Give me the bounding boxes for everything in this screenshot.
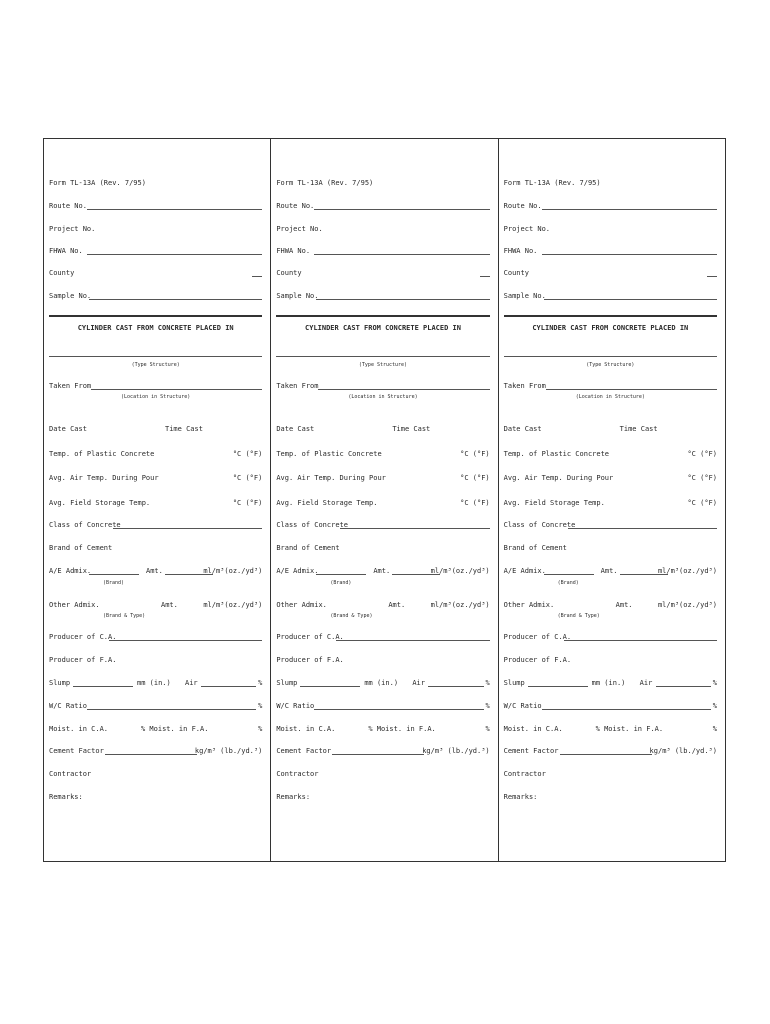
avg-air-label: Avg. Air Temp. During Pour: [503, 474, 614, 482]
avg-field-row[interactable]: [49, 499, 262, 508]
avg-field-unit: °C (°F): [687, 499, 717, 507]
taken-from-field[interactable]: [276, 382, 489, 391]
temp-plastic-row[interactable]: [276, 450, 489, 459]
moisture-row[interactable]: [276, 725, 489, 734]
cement-factor-unit: kg/m³ (lb./yd.³): [422, 747, 490, 755]
cement-factor-row[interactable]: [504, 747, 717, 756]
cement-factor-label: Cement Factor: [276, 747, 332, 755]
form-column-2: Form TL-13A (Rev. 7/95) Route No. Project No. FHWA No. County Sample No. CYLINDER CAST FROM CONCRETE PLACED IN (Type Structure) Taken From (Location in Structure) Date Cast Time Cast Temp. of Plastic Concrete °C (°F) Avg. Air Temp. During Pour °C (°F) Avg. Field Storage Temp. °C (°F) Class of Concrete Brand of Cement A/E Admix. Amt. ml/m³(oz./yd³) (Brand) Other Admix. Amt. ml/m³(oz./yd³) (Brand & Type) Producer of C.A. Producer of F.A. Slump mm (in.) Air % W/C Ratio % Moist. in C.A. % Moist. in F.A. % Cement Factor kg/m³ (lb./yd.³) Contractor Remarks:: [270, 139, 497, 861]
ae-label: A/E Admix.: [503, 567, 546, 575]
other-label: Other Admix.: [49, 601, 100, 609]
county-field[interactable]: [276, 269, 489, 278]
route-label: Route No.: [503, 202, 542, 210]
moist-ca-label: Moist. in C.A.: [49, 725, 109, 733]
route-label: Route No.: [276, 202, 315, 210]
avg-air-label: Avg. Air Temp. During Pour: [49, 474, 159, 482]
time-cast-label: Time Cast: [165, 425, 203, 433]
date-cast-label: Date Cast: [49, 425, 87, 433]
ae-dose-unit: ml/m³(oz./yd³): [430, 567, 490, 575]
fhwa-label: FHWA No.: [276, 247, 311, 255]
avg-field-label: Avg. Field Storage Temp.: [276, 499, 378, 507]
project-label: Project No.: [49, 225, 96, 233]
brand-cement-label: Brand of Cement: [503, 544, 567, 552]
class-field[interactable]: [49, 521, 262, 530]
sample-field[interactable]: [504, 292, 717, 301]
avg-air-unit: °C (°F): [460, 474, 490, 482]
class-field[interactable]: [504, 521, 717, 530]
form-column-3: Form TL-13A (Rev. 7/95) Route No. Project No. FHWA No. County Sample No. CYLINDER CAST FROM CONCRETE PLACED IN (Type Structure) Taken From (Location in Structure) Date Cast Time Cast Temp. of Plastic Concrete °C (°F) Avg. Air Temp. During Pour °C (°F) Avg. Field Storage Temp. °C (°F) Class of Concrete Brand of Cement A/E Admix. Amt. ml/m³(oz./yd³) (Brand) Other Admix. Amt. ml/m³(oz./yd³) (Brand & Type) Producer of C.A. Producer of F.A. Slump mm (in.) Air % W/C Ratio % Moist. in C.A. % Moist. in F.A. % Cement Factor kg/m³ (lb./yd.³) Contractor Remarks:: [498, 139, 725, 861]
type-structure-field[interactable]: [276, 349, 489, 357]
other-admix-row[interactable]: [276, 601, 489, 610]
time-cast-label: Time Cast: [392, 425, 431, 433]
taken-from-label: Taken From: [503, 382, 546, 390]
temp-plastic-label: Temp. of Plastic Concrete: [276, 450, 382, 458]
air-pct: %: [258, 679, 263, 687]
class-field[interactable]: [276, 521, 489, 530]
type-structure-field[interactable]: [49, 349, 262, 357]
taken-from-label: Taken From: [276, 382, 319, 390]
temp-plastic-label: Temp. of Plastic Concrete: [49, 450, 155, 458]
time-cast-label: Time Cast: [619, 425, 658, 433]
avg-air-unit: °C (°F): [687, 474, 717, 482]
wc-pct: %: [258, 702, 263, 710]
moist-ca-label: Moist. in C.A.: [503, 725, 563, 733]
class-label: Class of Concrete: [49, 521, 121, 529]
avg-field-unit: °C (°F): [232, 499, 263, 507]
fhwa-field[interactable]: [276, 247, 489, 256]
avg-air-unit: °C (°F): [232, 474, 263, 482]
slump-label: Slump: [503, 679, 525, 687]
taken-from-field[interactable]: [504, 382, 717, 391]
cement-factor-row[interactable]: [49, 747, 262, 756]
moist-fa-label: % Moist. in F.A.: [595, 725, 664, 733]
date-cast-label: Date Cast: [503, 425, 542, 433]
temp-plastic-unit: °C (°F): [687, 450, 717, 458]
type-structure-field[interactable]: [504, 349, 717, 357]
slump-air-row[interactable]: [504, 679, 717, 688]
slump-air-row[interactable]: [49, 679, 262, 688]
slump-unit: mm (in.): [591, 679, 626, 687]
wc-pct: %: [485, 702, 490, 710]
producer-ca-label: Producer of C.A.: [49, 633, 117, 641]
contractor-label: Contractor: [49, 770, 92, 778]
class-label: Class of Concrete: [503, 521, 576, 529]
slump-label: Slump: [49, 679, 71, 687]
fhwa-label: FHWA No.: [503, 247, 538, 255]
other-admix-row[interactable]: [49, 601, 262, 610]
avg-air-row[interactable]: [276, 474, 489, 483]
avg-air-row[interactable]: [49, 474, 262, 483]
county-field[interactable]: [49, 269, 262, 278]
form-column-1: Form TL-13A (Rev. 7/95) Route No. Project No. FHWA No. County Sample No. CYLINDER CAST FROM CONCRETE PLACED IN (Type Structure) Taken From (Location in Structure) Date Cast Time Cast Temp. of Plastic Concrete °C (°F) Avg. Air Temp. During Pour °C (°F) Avg. Field Storage Temp. °C (°F) Class of Concrete Brand of Cement A/E Admix. Amt. ml/m³(oz./yd³) (Brand) Other Admix. Amt. ml/m³(oz./yd³) (Brand & Type) Producer of C.A. Producer of F.A. Slump mm (in.) Air % W/C Ratio % Moist. in C.A. % Moist. in F.A. % Cement Factor kg/m³ (lb./yd.³) Contractor Remarks:: [49, 179, 263, 801]
county-field[interactable]: [504, 269, 717, 278]
wc-label: W/C Ratio: [276, 702, 315, 710]
sample-field[interactable]: [49, 292, 262, 301]
ae-admix-row[interactable]: [276, 567, 489, 576]
taken-from-field[interactable]: [49, 382, 262, 391]
wc-ratio-field[interactable]: [504, 702, 717, 711]
form-sheet: [43, 138, 726, 862]
form-id: Form TL-13A (Rev. 7/95): [276, 179, 374, 187]
other-dose-unit: ml/m³(oz./yd³): [203, 601, 263, 609]
ae-dose-unit: ml/m³(oz./yd³): [657, 567, 717, 575]
other-amt-label: Amt.: [161, 601, 178, 609]
ae-amt-label: Amt.: [600, 567, 618, 575]
cement-factor-label: Cement Factor: [503, 747, 559, 755]
wc-ratio-field[interactable]: [49, 702, 262, 711]
date-time-row[interactable]: [504, 425, 717, 434]
fhwa-field[interactable]: [49, 247, 262, 256]
county-label: County: [49, 269, 75, 277]
form-id: Form TL-13A (Rev. 7/95): [49, 179, 146, 187]
remarks-label: Remarks:: [276, 793, 311, 801]
other-dose-unit: ml/m³(oz./yd³): [430, 601, 490, 609]
air-label: Air: [639, 679, 653, 687]
producer-ca-field[interactable]: [49, 633, 262, 642]
producer-ca-field[interactable]: [276, 633, 489, 642]
cement-factor-unit: kg/m³ (lb./yd.³): [649, 747, 717, 755]
producer-ca-label: Producer of C.A.: [503, 633, 572, 641]
temp-plastic-row[interactable]: [49, 450, 262, 459]
temp-plastic-unit: °C (°F): [232, 450, 263, 458]
route-field[interactable]: [504, 202, 717, 211]
class-label: Class of Concrete: [276, 521, 348, 529]
sample-field[interactable]: [276, 292, 489, 301]
sample-label: Sample No.: [49, 292, 92, 300]
route-field[interactable]: [49, 202, 262, 211]
ae-amt-label: Amt.: [373, 567, 391, 575]
slump-air-row[interactable]: [276, 679, 489, 688]
date-time-row[interactable]: [276, 425, 489, 434]
slump-label: Slump: [276, 679, 298, 687]
form-id: Form TL-13A (Rev. 7/95): [503, 179, 601, 187]
wc-label: W/C Ratio: [49, 702, 87, 710]
route-label: Route No.: [49, 202, 87, 210]
ae-label: A/E Admix.: [276, 567, 319, 575]
other-dose-unit: ml/m³(oz./yd³): [657, 601, 717, 609]
air-pct: %: [485, 679, 490, 687]
producer-fa-label: Producer of F.A.: [503, 656, 572, 664]
project-label: Project No.: [503, 225, 551, 233]
date-cast-label: Date Cast: [276, 425, 315, 433]
remarks-label: Remarks:: [503, 793, 538, 801]
avg-field-row[interactable]: [504, 499, 717, 508]
fhwa-label: FHWA No.: [49, 247, 83, 255]
slump-unit: mm (in.): [137, 679, 171, 687]
cement-factor-unit: kg/m³ (lb./yd.³): [194, 747, 263, 755]
ae-amt-label: Amt.: [146, 567, 163, 575]
moist-fa-pct: %: [258, 725, 263, 733]
ae-admix-row[interactable]: [504, 567, 717, 576]
wc-pct: %: [712, 702, 717, 710]
project-label: Project No.: [276, 225, 323, 233]
county-label: County: [276, 269, 302, 277]
temp-plastic-unit: °C (°F): [460, 450, 490, 458]
other-label: Other Admix.: [503, 601, 555, 609]
moist-ca-label: Moist. in C.A.: [276, 725, 336, 733]
ae-label: A/E Admix.: [49, 567, 92, 575]
avg-air-label: Avg. Air Temp. During Pour: [276, 474, 386, 482]
cement-factor-label: Cement Factor: [49, 747, 104, 755]
avg-air-row[interactable]: [504, 474, 717, 483]
cement-factor-row[interactable]: [276, 747, 489, 756]
producer-ca-field[interactable]: [504, 633, 717, 642]
county-label: County: [503, 269, 529, 277]
fhwa-field[interactable]: [504, 247, 717, 256]
other-amt-label: Amt.: [388, 601, 406, 609]
moist-fa-pct: %: [712, 725, 717, 733]
sample-label: Sample No.: [503, 292, 546, 300]
slump-unit: mm (in.): [364, 679, 399, 687]
contractor-label: Contractor: [503, 770, 546, 778]
other-admix-row[interactable]: [504, 601, 717, 610]
wc-ratio-field[interactable]: [276, 702, 489, 711]
temp-plastic-row[interactable]: [504, 450, 717, 459]
other-label: Other Admix.: [276, 601, 327, 609]
avg-field-label: Avg. Field Storage Temp.: [49, 499, 151, 507]
moisture-row[interactable]: [504, 725, 717, 734]
moist-fa-label: % Moist. in F.A.: [368, 725, 436, 733]
wc-label: W/C Ratio: [503, 702, 542, 710]
date-time-row[interactable]: [49, 425, 262, 434]
avg-field-row[interactable]: [276, 499, 489, 508]
brand-cement-label: Brand of Cement: [276, 544, 340, 552]
ae-dose-unit: ml/m³(oz./yd³): [203, 567, 263, 575]
temp-plastic-label: Temp. of Plastic Concrete: [503, 450, 610, 458]
air-pct: %: [712, 679, 717, 687]
sample-label: Sample No.: [276, 292, 319, 300]
avg-field-label: Avg. Field Storage Temp.: [503, 499, 605, 507]
taken-from-label: Taken From: [49, 382, 92, 390]
ae-admix-row[interactable]: [49, 567, 262, 576]
producer-ca-label: Producer of C.A.: [276, 633, 344, 641]
avg-field-unit: °C (°F): [460, 499, 490, 507]
moisture-row[interactable]: [49, 725, 262, 734]
brand-cement-label: Brand of Cement: [49, 544, 113, 552]
producer-fa-label: Producer of F.A.: [276, 656, 344, 664]
air-label: Air: [185, 679, 198, 687]
remarks-label: Remarks:: [49, 793, 83, 801]
other-amt-label: Amt.: [615, 601, 633, 609]
producer-fa-label: Producer of F.A.: [49, 656, 117, 664]
moist-fa-pct: %: [485, 725, 490, 733]
route-field[interactable]: [276, 202, 489, 211]
air-label: Air: [412, 679, 425, 687]
contractor-label: Contractor: [276, 770, 319, 778]
moist-fa-label: % Moist. in F.A.: [141, 725, 209, 733]
